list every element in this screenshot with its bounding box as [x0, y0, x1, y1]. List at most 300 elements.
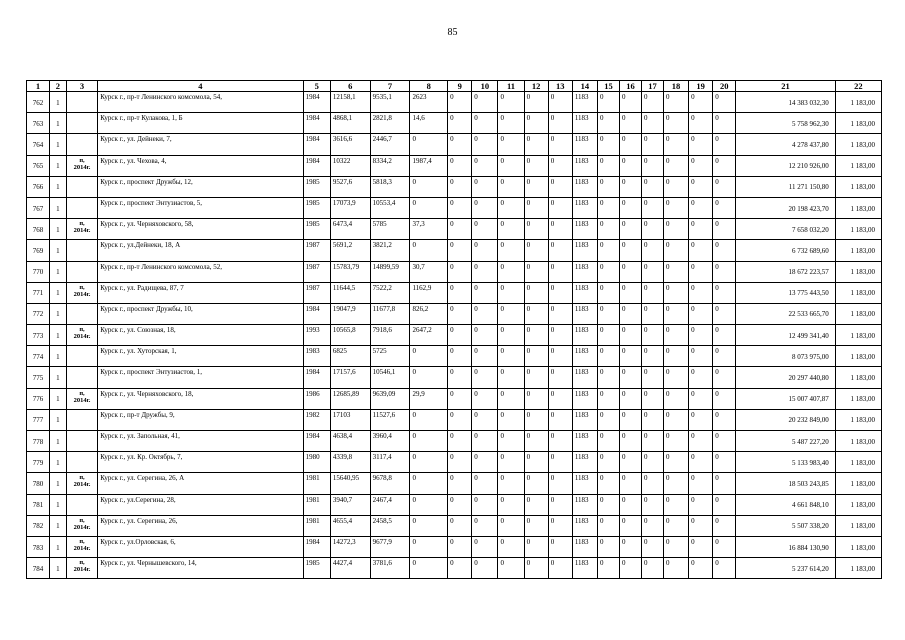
- cell-col-10: 0: [472, 388, 498, 409]
- cell-col-8: 826,2: [410, 303, 448, 324]
- cell-col-21: 5 133 983,40: [736, 452, 836, 473]
- column-header-22: 22: [835, 81, 881, 92]
- cell-col-20: 0: [713, 134, 736, 155]
- cell-col-14: 1183: [572, 113, 597, 134]
- cell-year: 1985: [303, 219, 330, 240]
- cell-col-21: 5 487 227,20: [736, 431, 836, 452]
- cell-col-10: 0: [472, 113, 498, 134]
- cell-col-19: 0: [689, 536, 713, 557]
- cell-col-18: 0: [663, 536, 688, 557]
- cell-col-16: 0: [619, 303, 641, 324]
- cell-col-14: 1183: [572, 155, 597, 176]
- cell-col-3: п, 2014г.: [66, 282, 97, 303]
- cell-col-21: 18 672 223,57: [736, 261, 836, 282]
- cell-col-13: 0: [548, 261, 572, 282]
- cell-col-14: 1183: [572, 325, 597, 346]
- cell-col-16: 0: [619, 325, 641, 346]
- cell-address: Курск г., ул. Серегина, 26,: [98, 515, 303, 536]
- cell-col-2: 1: [50, 134, 67, 155]
- cell-col-16: 0: [619, 346, 641, 367]
- cell-col-10: 0: [472, 134, 498, 155]
- cell-address: Курск г., пр-т Ленинского комсомола, 52,: [98, 261, 303, 282]
- cell-col-3: [66, 452, 97, 473]
- cell-col-11: 0: [498, 515, 524, 536]
- cell-col-6: 10565,8: [330, 325, 370, 346]
- cell-col-9: 0: [448, 431, 472, 452]
- cell-col-18: 0: [663, 346, 688, 367]
- cell-col-20: 0: [713, 176, 736, 197]
- cell-col-14: 1183: [572, 282, 597, 303]
- cell-col-11: 0: [498, 325, 524, 346]
- column-header-5: 5: [303, 81, 330, 92]
- cell-col-12: 0: [524, 346, 548, 367]
- cell-col-8: 0: [410, 431, 448, 452]
- cell-year: 1982: [303, 409, 330, 430]
- cell-col-11: 0: [498, 536, 524, 557]
- cell-col-7: 2446,7: [370, 134, 410, 155]
- cell-row-number: 767: [27, 197, 50, 218]
- cell-col-10: 0: [472, 473, 498, 494]
- cell-col-11: 0: [498, 346, 524, 367]
- cell-col-6: 6825: [330, 346, 370, 367]
- cell-col-20: 0: [713, 325, 736, 346]
- table-row: [27, 346, 882, 367]
- column-header-18: 18: [663, 81, 688, 92]
- cell-col-10: 0: [472, 515, 498, 536]
- cell-col-14: 1183: [572, 197, 597, 218]
- cell-col-16: 0: [619, 452, 641, 473]
- cell-col-18: 0: [663, 515, 688, 536]
- cell-address: Курск г., пр-т Кулакова, 1, Б: [98, 113, 303, 134]
- cell-col-2: 1: [50, 282, 67, 303]
- cell-col-3: [66, 346, 97, 367]
- cell-address: Курск г., ул. Радищева, 87, 7: [98, 282, 303, 303]
- cell-col-9: 0: [448, 261, 472, 282]
- cell-col-15: 0: [597, 134, 619, 155]
- cell-col-15: 0: [597, 155, 619, 176]
- cell-col-21: 22 533 665,70: [736, 303, 836, 324]
- cell-col-20: 0: [713, 113, 736, 134]
- cell-col-21: 4 661 848,10: [736, 494, 836, 515]
- cell-year: 1980: [303, 452, 330, 473]
- cell-col-2: 1: [50, 536, 67, 557]
- cell-col-21: 5 758 962,30: [736, 113, 836, 134]
- cell-col-8: 1162,9: [410, 282, 448, 303]
- cell-col-10: 0: [472, 92, 498, 113]
- cell-address: Курск г., ул. Серегина, 26, А: [98, 473, 303, 494]
- cell-row-number: 772: [27, 303, 50, 324]
- cell-col-9: 0: [448, 303, 472, 324]
- cell-col-22: 1 183,00: [835, 431, 881, 452]
- cell-col-12: 0: [524, 261, 548, 282]
- cell-col-10: 0: [472, 282, 498, 303]
- cell-col-14: 1183: [572, 134, 597, 155]
- cell-col-11: 0: [498, 303, 524, 324]
- cell-col-22: 1 183,00: [835, 367, 881, 388]
- cell-col-18: 0: [663, 134, 688, 155]
- table-row: [27, 558, 882, 579]
- cell-col-13: 0: [548, 303, 572, 324]
- cell-col-17: 0: [641, 197, 663, 218]
- cell-col-12: 0: [524, 473, 548, 494]
- cell-col-2: 1: [50, 261, 67, 282]
- cell-col-8: 0: [410, 452, 448, 473]
- cell-col-20: 0: [713, 282, 736, 303]
- cell-col-10: 0: [472, 197, 498, 218]
- cell-col-13: 0: [548, 240, 572, 261]
- table-row: [27, 367, 882, 388]
- cell-col-15: 0: [597, 452, 619, 473]
- cell-col-10: 0: [472, 219, 498, 240]
- cell-col-17: 0: [641, 452, 663, 473]
- cell-col-9: 0: [448, 558, 472, 579]
- cell-address: Курск г., ул. Запольная, 41,: [98, 431, 303, 452]
- cell-col-15: 0: [597, 515, 619, 536]
- cell-col-18: 0: [663, 303, 688, 324]
- cell-col-7: 9535,1: [370, 92, 410, 113]
- cell-col-17: 0: [641, 261, 663, 282]
- cell-row-number: 771: [27, 282, 50, 303]
- column-header-16: 16: [619, 81, 641, 92]
- cell-col-18: 0: [663, 473, 688, 494]
- cell-year: 1987: [303, 240, 330, 261]
- cell-col-19: 0: [689, 431, 713, 452]
- cell-col-3: [66, 367, 97, 388]
- cell-col-3: п, 2014г.: [66, 155, 97, 176]
- cell-col-6: 12158,1: [330, 92, 370, 113]
- cell-col-18: 0: [663, 409, 688, 430]
- cell-col-22: 1 183,00: [835, 473, 881, 494]
- table-row: [27, 155, 882, 176]
- cell-col-11: 0: [498, 261, 524, 282]
- cell-col-12: 0: [524, 431, 548, 452]
- cell-col-19: 0: [689, 325, 713, 346]
- cell-col-18: 0: [663, 367, 688, 388]
- cell-address: Курск г., проспект Дружбы, 10,: [98, 303, 303, 324]
- cell-col-6: 10322: [330, 155, 370, 176]
- cell-address: Курск г., ул. Союзная, 18,: [98, 325, 303, 346]
- cell-col-6: 12685,89: [330, 388, 370, 409]
- cell-col-11: 0: [498, 367, 524, 388]
- cell-col-17: 0: [641, 325, 663, 346]
- cell-col-17: 0: [641, 558, 663, 579]
- cell-col-6: 4638,4: [330, 431, 370, 452]
- cell-col-11: 0: [498, 431, 524, 452]
- cell-col-7: 3960,4: [370, 431, 410, 452]
- table-row: [27, 197, 882, 218]
- cell-col-14: 1183: [572, 452, 597, 473]
- column-header-3: 3: [66, 81, 97, 92]
- column-header-13: 13: [548, 81, 572, 92]
- cell-row-number: 766: [27, 176, 50, 197]
- cell-col-8: 0: [410, 367, 448, 388]
- cell-col-7: 3781,6: [370, 558, 410, 579]
- cell-col-13: 0: [548, 92, 572, 113]
- cell-col-3: [66, 431, 97, 452]
- cell-col-9: 0: [448, 240, 472, 261]
- table-row: [27, 282, 882, 303]
- cell-col-2: 1: [50, 303, 67, 324]
- cell-year: 1985: [303, 558, 330, 579]
- cell-col-11: 0: [498, 134, 524, 155]
- cell-col-22: 1 183,00: [835, 197, 881, 218]
- cell-col-8: 0: [410, 515, 448, 536]
- cell-col-19: 0: [689, 261, 713, 282]
- cell-col-7: 10546,1: [370, 367, 410, 388]
- cell-col-20: 0: [713, 155, 736, 176]
- cell-col-13: 0: [548, 113, 572, 134]
- cell-col-17: 0: [641, 409, 663, 430]
- cell-col-22: 1 183,00: [835, 558, 881, 579]
- cell-col-21: 20 232 849,00: [736, 409, 836, 430]
- cell-col-20: 0: [713, 515, 736, 536]
- cell-col-12: 0: [524, 134, 548, 155]
- cell-col-18: 0: [663, 261, 688, 282]
- table-row: [27, 325, 882, 346]
- cell-col-20: 0: [713, 367, 736, 388]
- cell-col-20: 0: [713, 92, 736, 113]
- cell-address: Курск г., проспект Энтузиастов, 5,: [98, 197, 303, 218]
- cell-col-22: 1 183,00: [835, 155, 881, 176]
- cell-col-22: 1 183,00: [835, 240, 881, 261]
- cell-col-19: 0: [689, 494, 713, 515]
- cell-col-17: 0: [641, 515, 663, 536]
- cell-row-number: 770: [27, 261, 50, 282]
- cell-col-20: 0: [713, 452, 736, 473]
- cell-row-number: 782: [27, 515, 50, 536]
- cell-col-2: 1: [50, 197, 67, 218]
- cell-col-7: 11677,8: [370, 303, 410, 324]
- cell-col-9: 0: [448, 92, 472, 113]
- cell-col-20: 0: [713, 473, 736, 494]
- table-row: [27, 409, 882, 430]
- cell-col-21: 14 383 032,30: [736, 92, 836, 113]
- cell-col-19: 0: [689, 473, 713, 494]
- cell-col-6: 6473,4: [330, 219, 370, 240]
- cell-col-16: 0: [619, 176, 641, 197]
- cell-col-15: 0: [597, 176, 619, 197]
- cell-col-14: 1183: [572, 219, 597, 240]
- column-header-12: 12: [524, 81, 548, 92]
- cell-year: 1987: [303, 282, 330, 303]
- cell-col-10: 0: [472, 494, 498, 515]
- cell-col-19: 0: [689, 113, 713, 134]
- cell-col-10: 0: [472, 409, 498, 430]
- cell-col-11: 0: [498, 219, 524, 240]
- cell-col-10: 0: [472, 155, 498, 176]
- cell-col-18: 0: [663, 494, 688, 515]
- cell-col-14: 1183: [572, 346, 597, 367]
- cell-col-3: п, 2014г.: [66, 536, 97, 557]
- cell-col-19: 0: [689, 197, 713, 218]
- cell-col-6: 4427,4: [330, 558, 370, 579]
- cell-address: Курск г., ул. Хуторская, 1,: [98, 346, 303, 367]
- cell-address: Курск г., ул. Чехова, 4,: [98, 155, 303, 176]
- cell-col-12: 0: [524, 197, 548, 218]
- cell-col-11: 0: [498, 494, 524, 515]
- cell-col-22: 1 183,00: [835, 303, 881, 324]
- cell-year: 1985: [303, 176, 330, 197]
- cell-col-9: 0: [448, 346, 472, 367]
- cell-col-12: 0: [524, 303, 548, 324]
- cell-col-9: 0: [448, 176, 472, 197]
- table-row: [27, 240, 882, 261]
- cell-col-21: 20 198 423,70: [736, 197, 836, 218]
- cell-year: 1984: [303, 113, 330, 134]
- cell-col-10: 0: [472, 303, 498, 324]
- cell-col-15: 0: [597, 303, 619, 324]
- cell-col-17: 0: [641, 431, 663, 452]
- cell-row-number: 781: [27, 494, 50, 515]
- table-header-row: [27, 81, 882, 92]
- cell-col-11: 0: [498, 558, 524, 579]
- cell-col-6: 3616,6: [330, 134, 370, 155]
- cell-col-18: 0: [663, 431, 688, 452]
- cell-col-15: 0: [597, 558, 619, 579]
- cell-col-9: 0: [448, 219, 472, 240]
- cell-address: Курск г., проспект Дружбы, 12,: [98, 176, 303, 197]
- cell-col-11: 0: [498, 176, 524, 197]
- cell-col-20: 0: [713, 219, 736, 240]
- cell-col-13: 0: [548, 325, 572, 346]
- cell-col-9: 0: [448, 367, 472, 388]
- cell-col-14: 1183: [572, 303, 597, 324]
- cell-col-17: 0: [641, 176, 663, 197]
- cell-col-6: 5691,2: [330, 240, 370, 261]
- cell-col-6: 19047,9: [330, 303, 370, 324]
- cell-col-7: 7918,6: [370, 325, 410, 346]
- cell-col-17: 0: [641, 494, 663, 515]
- cell-col-8: 0: [410, 346, 448, 367]
- cell-col-15: 0: [597, 240, 619, 261]
- cell-col-2: 1: [50, 346, 67, 367]
- cell-col-15: 0: [597, 431, 619, 452]
- cell-row-number: 768: [27, 219, 50, 240]
- cell-col-13: 0: [548, 558, 572, 579]
- page-number: 85: [447, 27, 458, 38]
- cell-col-18: 0: [663, 388, 688, 409]
- cell-col-22: 1 183,00: [835, 325, 881, 346]
- cell-col-6: 9527,6: [330, 176, 370, 197]
- cell-col-19: 0: [689, 155, 713, 176]
- table-row: [27, 219, 882, 240]
- cell-address: Курск г., ул.Серегина, 28,: [98, 494, 303, 515]
- cell-address: Курск г., проспект Энтузиастов, 1,: [98, 367, 303, 388]
- cell-col-8: 14,6: [410, 113, 448, 134]
- cell-year: 1984: [303, 431, 330, 452]
- cell-row-number: 765: [27, 155, 50, 176]
- cell-address: Курск г., ул. Черняховского, 58,: [98, 219, 303, 240]
- cell-col-16: 0: [619, 197, 641, 218]
- cell-col-14: 1183: [572, 536, 597, 557]
- column-header-7: 7: [370, 81, 410, 92]
- cell-col-16: 0: [619, 388, 641, 409]
- cell-col-11: 0: [498, 452, 524, 473]
- cell-col-12: 0: [524, 92, 548, 113]
- cell-col-20: 0: [713, 494, 736, 515]
- cell-col-13: 0: [548, 282, 572, 303]
- cell-col-14: 1183: [572, 494, 597, 515]
- cell-col-16: 0: [619, 282, 641, 303]
- table-row: [27, 431, 882, 452]
- cell-col-15: 0: [597, 536, 619, 557]
- column-header-19: 19: [689, 81, 713, 92]
- cell-col-2: 1: [50, 409, 67, 430]
- cell-col-3: [66, 240, 97, 261]
- cell-col-3: п, 2014г.: [66, 388, 97, 409]
- cell-col-2: 1: [50, 113, 67, 134]
- cell-col-11: 0: [498, 282, 524, 303]
- cell-col-14: 1183: [572, 431, 597, 452]
- cell-col-2: 1: [50, 325, 67, 346]
- cell-col-2: 1: [50, 240, 67, 261]
- cell-col-3: [66, 113, 97, 134]
- cell-col-22: 1 183,00: [835, 346, 881, 367]
- cell-col-7: 3117,4: [370, 452, 410, 473]
- cell-col-17: 0: [641, 536, 663, 557]
- table-row: [27, 452, 882, 473]
- column-header-14: 14: [572, 81, 597, 92]
- cell-col-16: 0: [619, 473, 641, 494]
- cell-col-6: 17073,9: [330, 197, 370, 218]
- cell-col-11: 0: [498, 155, 524, 176]
- cell-row-number: 773: [27, 325, 50, 346]
- cell-col-12: 0: [524, 240, 548, 261]
- cell-col-19: 0: [689, 92, 713, 113]
- cell-col-16: 0: [619, 113, 641, 134]
- cell-col-19: 0: [689, 282, 713, 303]
- cell-col-9: 0: [448, 113, 472, 134]
- cell-col-16: 0: [619, 494, 641, 515]
- cell-col-16: 0: [619, 431, 641, 452]
- column-header-4: 4: [98, 81, 303, 92]
- cell-col-11: 0: [498, 409, 524, 430]
- table-row: [27, 473, 882, 494]
- cell-col-15: 0: [597, 388, 619, 409]
- table-row: [27, 388, 882, 409]
- cell-col-16: 0: [619, 155, 641, 176]
- cell-col-21: 4 278 437,80: [736, 134, 836, 155]
- cell-row-number: 778: [27, 431, 50, 452]
- cell-col-19: 0: [689, 346, 713, 367]
- cell-year: 1987: [303, 261, 330, 282]
- cell-row-number: 775: [27, 367, 50, 388]
- table-row: [27, 261, 882, 282]
- cell-address: Курск г., ул. Черняховского, 18,: [98, 388, 303, 409]
- cell-year: 1986: [303, 388, 330, 409]
- cell-col-21: 12 210 926,00: [736, 155, 836, 176]
- cell-col-18: 0: [663, 240, 688, 261]
- cell-col-6: 15783,79: [330, 261, 370, 282]
- cell-col-17: 0: [641, 219, 663, 240]
- cell-col-17: 0: [641, 473, 663, 494]
- cell-col-18: 0: [663, 558, 688, 579]
- cell-col-2: 1: [50, 452, 67, 473]
- cell-col-15: 0: [597, 325, 619, 346]
- cell-col-8: 0: [410, 409, 448, 430]
- cell-col-12: 0: [524, 388, 548, 409]
- cell-col-15: 0: [597, 409, 619, 430]
- cell-col-22: 1 183,00: [835, 388, 881, 409]
- cell-col-8: 0: [410, 197, 448, 218]
- cell-col-20: 0: [713, 409, 736, 430]
- cell-col-14: 1183: [572, 388, 597, 409]
- cell-col-10: 0: [472, 325, 498, 346]
- cell-col-8: 0: [410, 134, 448, 155]
- cell-col-19: 0: [689, 240, 713, 261]
- cell-col-6: 17157,6: [330, 367, 370, 388]
- cell-col-13: 0: [548, 452, 572, 473]
